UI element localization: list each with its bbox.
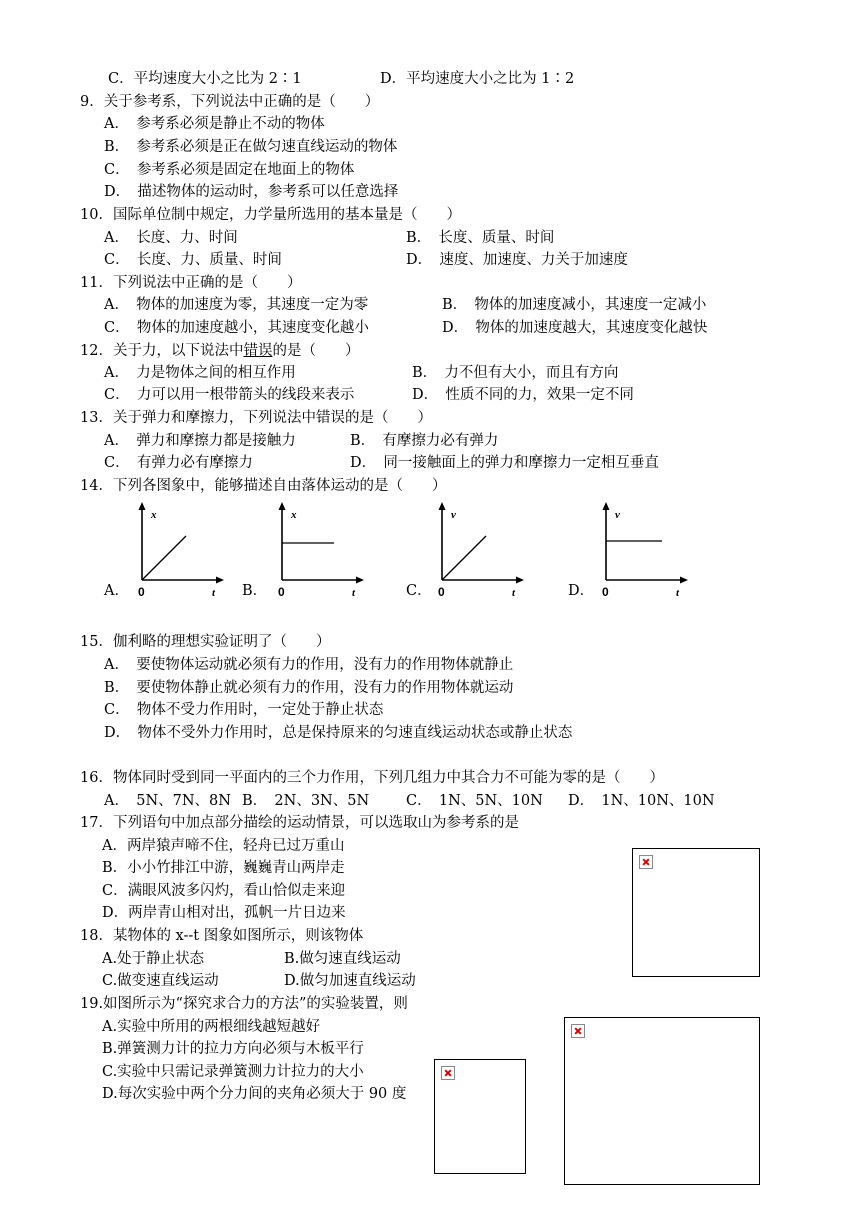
q14-graph-d-origin: 0 <box>602 585 609 599</box>
q14-graph-d-label: D． <box>568 583 595 599</box>
q10-option-a: A． 长度、力、时间 <box>104 230 238 246</box>
q14-graph-a <box>128 500 228 602</box>
q12-option-a: A． 力是物体之间的相互作用 <box>104 365 296 381</box>
q9-stem: 9．关于参考系，下列说法中正确的是（ ） <box>80 94 380 110</box>
q11-option-c: C． 物体的加速度越小，其速度变化越小 <box>104 320 369 336</box>
q11-option-a: A． 物体的加速度为零，其速度一定为零 <box>104 297 369 313</box>
q18-option-d: D.做匀加速直线运动 <box>284 973 416 989</box>
q14-graph-c-origin: 0 <box>438 585 445 599</box>
q17-figure-placeholder <box>632 848 760 977</box>
q16-option-a: A． 5N、7N、8N <box>104 793 231 809</box>
q19-option-c: C.实验中只需记录弹簧测力计拉力的大小 <box>102 1064 364 1080</box>
q19-figure-placeholder <box>564 1017 760 1185</box>
broken-image-icon <box>441 1066 455 1080</box>
q14-graph-c-ylabel: v <box>451 509 456 521</box>
q11-option-d: D． 物体的加速度越大，其速度变化越快 <box>442 320 708 336</box>
q14-graph-b-ylabel: x <box>291 509 297 521</box>
q8-option-c: C．平均速度大小之比为 2∶1 <box>108 71 302 87</box>
q14-graph-b-label: B． <box>242 583 268 599</box>
q17-option-c: C．满眼风波多闪灼，看山恰似走来迎 <box>102 883 346 899</box>
q19-option-b: B.弹簧测力计的拉力方向必须与木板平行 <box>102 1041 364 1057</box>
q18-option-a: A.处于静止状态 <box>102 951 205 967</box>
q9-option-b: B． 参考系必须是正在做匀速直线运动的物体 <box>104 139 398 155</box>
q13-option-a: A． 弹力和摩擦力都是接触力 <box>104 433 296 449</box>
q18-stem: 18．某物体的 x--t 图象如图所示，则该物体 <box>80 928 364 944</box>
q11-option-b: B． 物体的加速度减小，其速度一定减小 <box>442 297 707 313</box>
q19-stem: 19.如图所示为“探究求合力的方法”的实验装置，则 <box>80 996 408 1012</box>
q12-stem-pre: 12．关于力，以下说法中 <box>80 343 244 359</box>
q14-graph-c-label: C． <box>406 583 432 599</box>
q12-stem <box>80 341 359 361</box>
q15-option-c: C． 物体不受力作用时，一定处于静止状态 <box>104 702 384 718</box>
q12-stem-underline: 错误 <box>243 343 273 359</box>
q18-option-b: B.做匀速直线运动 <box>284 951 401 967</box>
q14-graph-c-xlabel: t <box>512 587 516 599</box>
broken-image-icon <box>571 1024 585 1038</box>
q9-option-d: D． 描述物体的运动时，参考系可以任意选择 <box>104 184 399 200</box>
q11-stem: 11．下列说法中正确的是（ ） <box>80 275 302 291</box>
q12-option-c: C． 力可以用一根带箭头的线段来表示 <box>104 387 355 403</box>
q9-option-c: C． 参考系必须是固定在地面上的物体 <box>104 162 355 178</box>
q15-option-a: A． 要使物体运动就必须有力的作用，没有力的作用物体就静止 <box>104 657 514 673</box>
q15-stem: 15．伽利略的理想实验证明了（ ） <box>80 634 331 650</box>
q15-option-d: D． 物体不受外力作用时，总是保持原来的匀速直线运动状态或静止状态 <box>104 725 573 741</box>
q8-option-d: D．平均速度大小之比为 1∶2 <box>380 71 575 87</box>
q10-option-c: C． 长度、力、质量、时间 <box>104 252 282 268</box>
q13-option-c: C． 有弹力必有摩擦力 <box>104 455 253 471</box>
q15-option-b: B． 要使物体静止就必须有力的作用，没有力的作用物体就运动 <box>104 680 514 696</box>
q16-stem: 16．物体同时受到同一平面内的三个力作用，下列几组力中其合力不可能为零的是（ ） <box>80 770 664 786</box>
q17-stem: 17．下列语句中加点部分描绘的运动情景，可以选取山为参考系的是 <box>80 815 519 831</box>
q13-option-d: D． 同一接触面上的弹力和摩擦力一定相互垂直 <box>350 455 659 471</box>
q16-option-b: B． 2N、3N、5N <box>242 793 370 809</box>
q17-option-b: B．小小竹排江中游，巍巍青山两岸走 <box>102 860 345 876</box>
q16-option-c: C． 1N、5N、10N <box>406 793 543 809</box>
q9-option-a: A． 参考系必须是静止不动的物体 <box>104 116 325 132</box>
q17-option-d: D．两岸青山相对出，孤帆一片日边来 <box>102 905 346 921</box>
q14-graph-d-ylabel: v <box>615 509 620 521</box>
q14-graph-d <box>592 500 692 602</box>
q19-option-d: D.每次实验中两个分力间的夹角必须大于 90 度 <box>102 1086 407 1102</box>
q14-graph-a-ylabel: x <box>151 509 157 521</box>
q14-graph-b-origin: 0 <box>278 585 285 599</box>
q14-graph-b-xlabel: t <box>352 587 356 599</box>
q12-stem-post: 的是（ ） <box>272 343 360 359</box>
broken-image-icon <box>639 855 653 869</box>
q14-graph-a-xlabel: t <box>212 587 216 599</box>
q14-graph-b <box>268 500 368 602</box>
q14-stem: 14．下列各图象中，能够描述自由落体运动的是（ ） <box>80 478 447 494</box>
q10-option-b: B． 长度、质量、时间 <box>406 230 555 246</box>
q14-graph-d-xlabel: t <box>676 587 680 599</box>
q10-stem: 10．国际单位制中规定，力学量所选用的基本量是（ ） <box>80 207 461 223</box>
q18-figure-placeholder <box>434 1059 526 1174</box>
q19-option-a: A.实验中所用的两根细线越短越好 <box>102 1019 321 1035</box>
q14-graph-a-origin: 0 <box>138 585 145 599</box>
q17-option-a: A．两岸猿声啼不住，轻舟已过万重山 <box>102 838 345 854</box>
q18-option-c: C.做变速直线运动 <box>102 973 219 989</box>
q16-option-d: D． 1N、10N、10N <box>568 793 715 809</box>
q13-stem: 13．关于弹力和摩擦力，下列说法中错误的是（ ） <box>80 410 432 426</box>
q14-graph-a-label: A． <box>104 583 129 599</box>
q14-graph-c <box>428 500 528 602</box>
q13-option-b: B． 有摩擦力必有弹力 <box>350 433 499 449</box>
q10-option-d: D． 速度、加速度、力关于加速度 <box>406 252 628 268</box>
q12-option-d: D． 性质不同的力，效果一定不同 <box>412 387 634 403</box>
q12-option-b: B． 力不但有大小，而且有方向 <box>412 365 619 381</box>
